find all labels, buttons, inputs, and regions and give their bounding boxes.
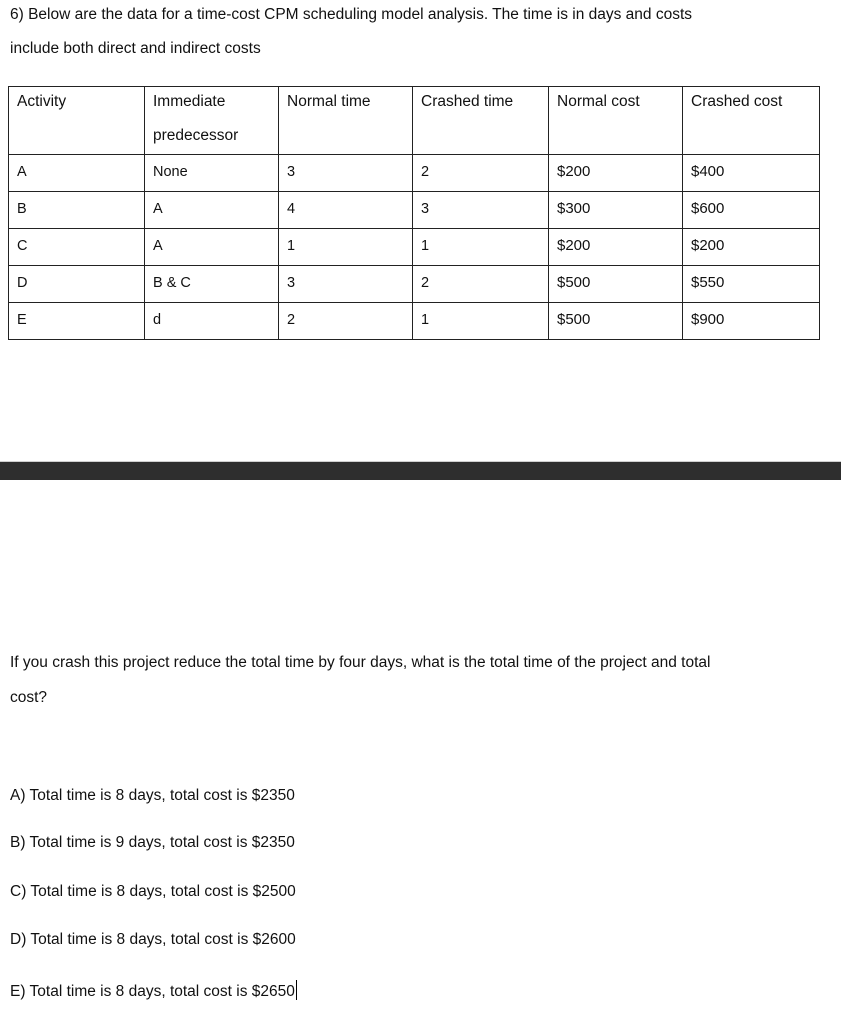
cell-normal-cost: $200 <box>549 229 683 266</box>
table-row <box>9 229 820 266</box>
cell-activity: C <box>9 229 145 266</box>
cell-normal-cost: $300 <box>549 192 683 229</box>
header-normal-time: Normal time <box>279 87 413 155</box>
cell-normal-time: 3 <box>279 155 413 192</box>
cell-crashed-cost: $200 <box>683 229 820 266</box>
table-header-row <box>9 87 820 155</box>
cell-normal-cost: $500 <box>549 266 683 303</box>
text-cursor <box>296 980 298 1000</box>
cell-crashed-time: 3 <box>413 192 549 229</box>
cell-predecessor: B & C <box>145 266 279 303</box>
cell-predecessor: A <box>145 192 279 229</box>
cell-crashed-cost: $550 <box>683 266 820 303</box>
cell-activity: D <box>9 266 145 303</box>
cell-predecessor: A <box>145 229 279 266</box>
cell-normal-time: 1 <box>279 229 413 266</box>
table-row <box>9 155 820 192</box>
question-prompt-line-1: If you crash this project reduce the total time by four days, what is the total time of the project and total <box>10 654 711 671</box>
cell-crashed-cost: $400 <box>683 155 820 192</box>
cell-predecessor: None <box>145 155 279 192</box>
header-crashed-time: Crashed time <box>413 87 549 155</box>
cell-normal-cost: $200 <box>549 155 683 192</box>
cell-activity: A <box>9 155 145 192</box>
cell-crashed-cost: $600 <box>683 192 820 229</box>
cell-normal-time: 3 <box>279 266 413 303</box>
answer-option-e-text: E) Total time is 8 days, total cost is $2650 <box>10 983 295 1000</box>
header-activity: Activity <box>9 87 145 155</box>
answer-option-c-text: C) Total time is 8 days, total cost is $2500 <box>10 883 296 900</box>
question-prompt-line-2: cost? <box>10 689 48 706</box>
cell-normal-time: 4 <box>279 192 413 229</box>
answer-option-b[interactable] <box>10 834 295 852</box>
question-intro-line-1: 6) Below are the data for a time-cost CPM scheduling model analysis. The time is in days and costs <box>10 6 693 23</box>
cell-predecessor: d <box>145 303 279 340</box>
cell-normal-cost: $500 <box>549 303 683 340</box>
answer-option-a-text: A) Total time is 8 days, total cost is $2350 <box>10 787 295 804</box>
answer-option-c[interactable] <box>10 883 296 901</box>
answer-option-a[interactable] <box>10 787 295 805</box>
table-row <box>9 303 820 340</box>
answer-option-e[interactable] <box>10 980 297 1001</box>
header-crashed-cost: Crashed cost <box>683 87 820 155</box>
section-divider-bar <box>0 461 841 480</box>
header-immediate-predecessor: Immediate predecessor <box>145 87 279 155</box>
cell-crashed-time: 1 <box>413 303 549 340</box>
cell-crashed-time: 2 <box>413 155 549 192</box>
cell-normal-time: 2 <box>279 303 413 340</box>
answer-option-b-text: B) Total time is 9 days, total cost is $2350 <box>10 834 295 851</box>
answer-option-d[interactable] <box>10 931 296 949</box>
cell-crashed-time: 2 <box>413 266 549 303</box>
table-row <box>9 266 820 303</box>
header-normal-cost: Normal cost <box>549 87 683 155</box>
answer-option-d-text: D) Total time is 8 days, total cost is $2600 <box>10 931 296 948</box>
activity-data-table <box>8 86 820 340</box>
cell-activity: B <box>9 192 145 229</box>
cell-activity: E <box>9 303 145 340</box>
table-row <box>9 192 820 229</box>
question-intro-line-2: include both direct and indirect costs <box>10 40 261 57</box>
cell-crashed-time: 1 <box>413 229 549 266</box>
cell-crashed-cost: $900 <box>683 303 820 340</box>
